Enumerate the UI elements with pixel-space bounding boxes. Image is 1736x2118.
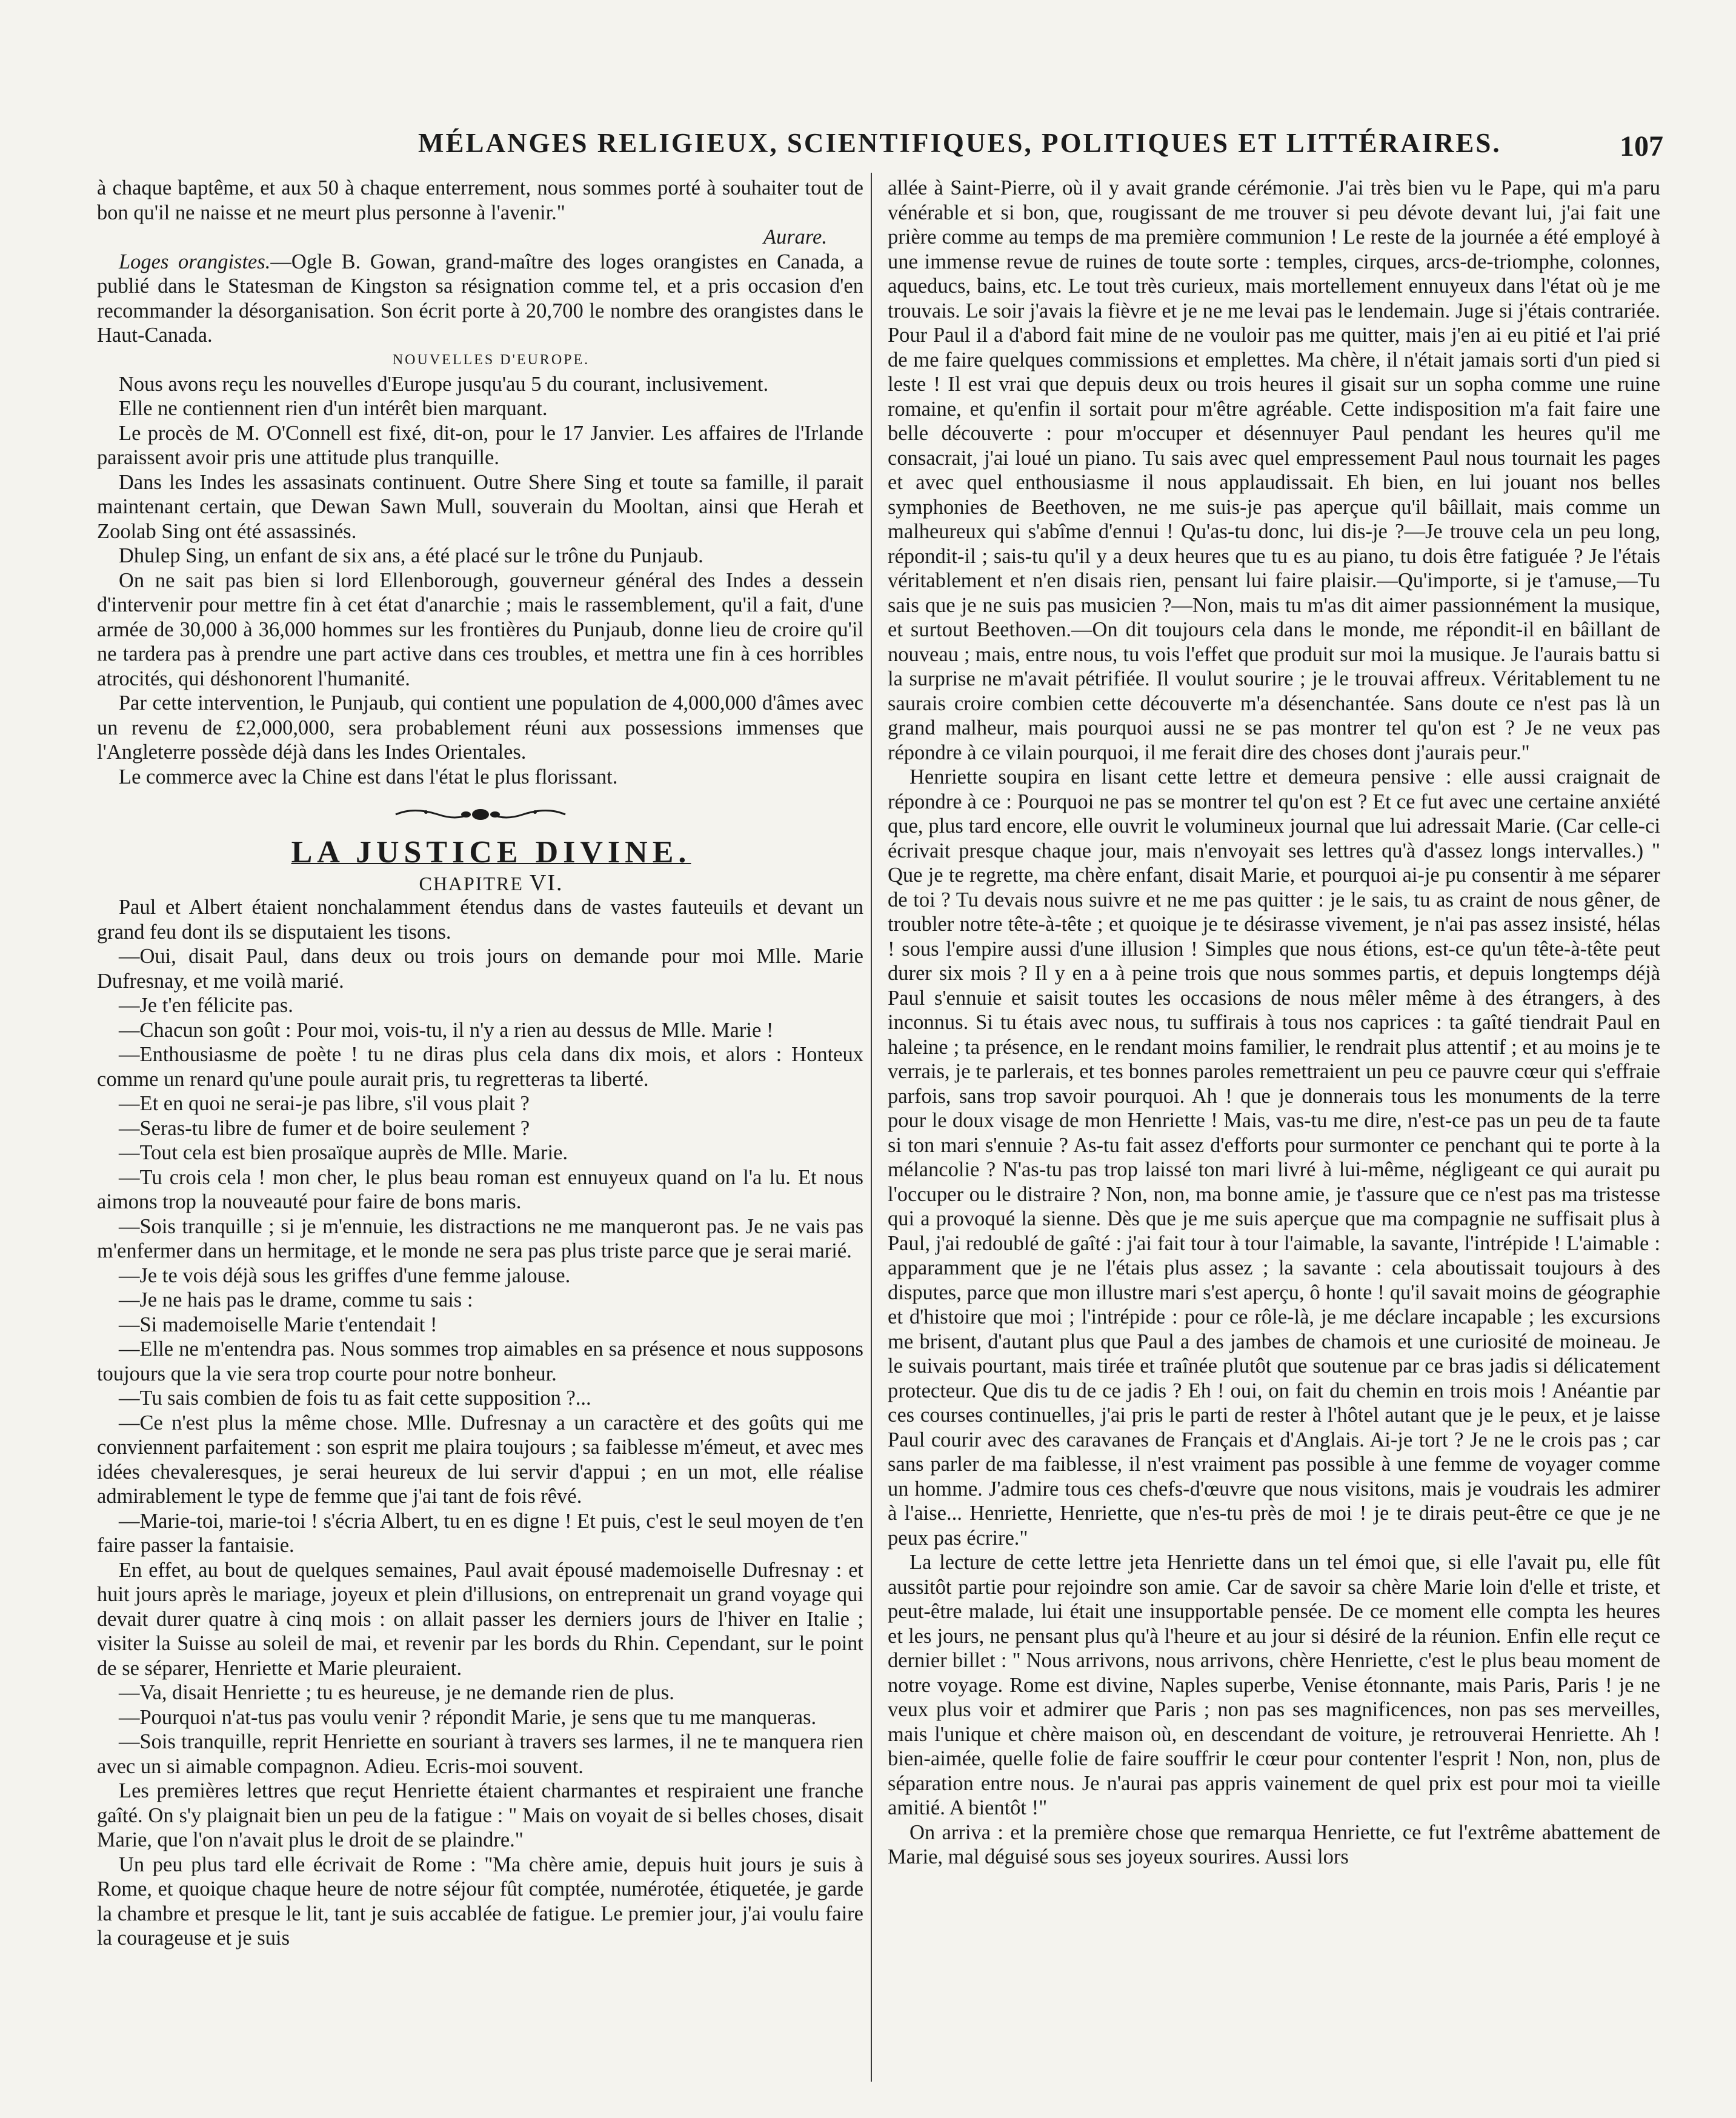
story-paragraph: Paul et Albert étaient nonchalamment étendus dans de vastes fauteuils et devant un grand feu dont ils se disputaient les tisons.	[97, 896, 863, 944]
chapter-number: VI.	[529, 870, 564, 896]
story-paragraph: —Chacun son goût : Pour moi, vois-tu, il n'y a rien au dessus de Mlle. Marie !	[119, 1018, 774, 1042]
left-column	[97, 176, 863, 1951]
chapter-label: CHAPITRE	[419, 873, 524, 894]
story-paragraph: —Elle ne m'entendra pas. Nous sommes trop aimables en sa présence et nous supposons toujours que la vie sera trop courte pour notre bonheur.	[97, 1337, 863, 1385]
letter-paragraph: allée à Saint-Pierre, où il y avait grande cérémonie. J'ai très bien vu le Pape, qui m'a paru vénérable et si bon, que, rougissant de me trouver si peu dévote devant lui, j'ai fait une prière comme au temps de ma première communion ! Le reste de la journée a été employé à une immense revue de ruines de toute sorte : temples, cirques, arcs-de-triomphe, colonnes, aqueducs, bains, etc. Le tout très curieux, mais mortellement ennuyeux dans l'état où je me trouvais. Le soir j'avais la fièvre et je ne me levai pas le lendemain. Juge si j'étais contrariée. Pour Paul il a d'abord fait mine de ne vouloir pas me quitter, mais j'en ai eu pitié et l'ai prié de me faire quelques commissions et emplettes. Ma chère, il n'était jamais sorti d'un pied si leste ! Il est vrai que depuis deux ou trois heures il gisait sur un sopha comme une ruine romaine, et qu'enfin il sortait pour m'être agréable. Cette indisposition m'a fait faire une belle découverte : pour m'occuper et désennuyer Paul pendant les heures qu'il me consacrait, j'ai loué un piano. Tu sais avec quel empressement Paul nous tournait les pages et avec quel enthousiasme il nous applaudissait. Eh bien, en lui jouant nos belles symphonies de Beethoven, ne me suis-je pas aperçue qu'il bâillait, mais comme un malheureux qui s'abîme d'ennui ! Qu'as-tu donc, lui dis-je ?—Je trouve cela un peu long, répondit-il ; sais-tu qu'il y a deux heures que tu es au piano, tu dois être fatiguée ? Je l'étais véritablement et n'en disais rien, pensant lui faire plaisir.—Qu'importe, si je t'amuse,—Tu sais que je ne suis pas musicien ?—Non, mais tu m'as dit aimer passionnément la musique, et surtout Beethoven.—On dit toujours cela dans le monde, me répondit-il en bâillant de nouveau ; mais, entre nous, tu vois l'effet que produit sur moi la musique. Je l'aurais battu si la surprise ne m'avait pétrifiée. Il voulut sourire ; je le trouvai affreux. Véritablement tu ne saurais croire combien cette découverte m'a désenchantée. Sans doute ce n'est pas là un grand malheur, mais pourquoi aussi ne se pas montrer tel qu'on est ? Je ne veux pas répondre à ce vilain pourquoi, il me ferait dire des choses dont j'aurais peur."	[888, 176, 1660, 764]
story-paragraph: —Je te vois déjà sous les griffes d'une femme jalouse.	[119, 1264, 571, 1287]
loges-paragraph	[97, 250, 863, 348]
news-paragraph: Nous avons reçu les nouvelles d'Europe jusqu'au 5 du courant, inclusivement.	[119, 372, 769, 396]
europe-heading: NOUVELLES D'EUROPE.	[392, 351, 590, 368]
story-paragraph: —Ce n'est plus la même chose. Mlle. Dufresnay a un caractère et des goûts qui me conviennent parfaitement : son esprit me plaira toujours ; sa faiblesse m'émeut, et avec mes idées chevaleresques, je serai heureux de lui servir d'appui ; en un mot, elle réalise admirablement le type de femme que j'ai tant de fois rêvé.	[97, 1411, 863, 1508]
story-paragraph: —Sois tranquille, reprit Henriette en souriant à travers ses larmes, il ne te manquera rien avec un si aimable compagnon. Adieu. Ecris-moi souvent.	[97, 1730, 863, 1778]
news-paragraph: Le commerce avec la Chine est dans l'état le plus florissant.	[119, 765, 618, 788]
chapter-heading	[97, 871, 863, 895]
story-paragraph: —Pourquoi n'at-tus pas voulu venir ? répondit Marie, je sens que tu me manqueras.	[119, 1705, 817, 1729]
news-paragraph: Le procès de M. O'Connell est fixé, dit-on, pour le 17 Janvier. Les affaires de l'Irlande paraissent avoir pris une attitude plus tranquille.	[97, 421, 863, 469]
story-paragraph: —Tu crois cela ! mon cher, le plus beau roman est ennuyeux quand on l'a lu. Et nous aimons trop la nouveauté pour faire de bons maris.	[97, 1165, 863, 1213]
opening-signature: Aurare.	[763, 225, 827, 248]
story-paragraph: —Sois tranquille ; si je m'ennuie, les distractions ne me manqueront pas. Je ne vais pas m'enfermer dans un hermitage, et le monde ne sera pas plus triste parce que je serai marié.	[97, 1214, 863, 1262]
opening-paragraph: à chaque baptême, et aux 50 à chaque enterrement, nous sommes porté à souhaiter tout de bon qu'il ne naisse et ne meurt plus personne à l'avenir."	[97, 176, 863, 224]
story-paragraph: —Tu sais combien de fois tu as fait cette supposition ?...	[119, 1387, 591, 1410]
story-paragraph: —Je ne hais pas le drame, comme tu sais :	[119, 1288, 473, 1311]
story-paragraph: —Si mademoiselle Marie t'entendait !	[119, 1313, 437, 1336]
running-title: MÉLANGES RELIGIEUX, SCIENTIFIQUES, POLITIQUES ET LITTÉRAIRES.	[418, 128, 1502, 158]
article-title: LA JUSTICE DIVINE.	[291, 835, 691, 870]
loges-heading: Loges orangistes.	[119, 250, 271, 273]
page-number: 107	[1620, 130, 1663, 162]
story-paragraph: —Et en quoi ne serai-je pas libre, s'il vous plait ?	[119, 1092, 530, 1115]
right-column	[888, 176, 1660, 1870]
story-paragraph: On arriva : et la première chose que remarqua Henriette, ce fut l'extrême abattement de Marie, mal déguisé sous ses joyeux sourires. Aussi lors	[888, 1820, 1660, 1868]
story-paragraph: La lecture de cette lettre jeta Henriette dans un tel émoi que, si elle l'avait pu, elle fût aussitôt partie pour rejoindre son amie. Car de savoir sa chère Marie loin d'elle et triste, et peut-être malade, lui était une insupportable pensée. De ce moment elle compta les heures et les jours, ne pensant plus qu'à l'heure et au jour si désiré de la réunion. Enfin elle reçut ce dernier billet : " Nous arrivons, nous arrivons, chère Henriette, c'est le plus beau moment de notre voyage. Rome est divine, Naples superbe, Venise étonnante, mais Paris, Paris ! je ne veux plus voir et admirer que Paris ; non pas ses magnificences, non pas ses merveilles, mais l'unique et chère maison où, en descendant de voiture, je retrouverai Henriette. Ah ! bien-aimée, quelle folie de faire souffrir le cœur pour contenter l'esprit ! Non, non, plus de séparation entre nous. Je n'aurai pas appris vainement de quel prix est pour moi ta vieille amitié. A bientôt !"	[888, 1551, 1660, 1819]
story-paragraph: —Enthousiasme de poète ! tu ne diras plus cela dans dix mois, et alors : Honteux comme un renard qu'une poule aurait pris, tu regretteras ta liberté.	[97, 1043, 863, 1091]
column-rule	[871, 173, 872, 2082]
story-paragraph: —Tout cela est bien prosaïque auprès de Mlle. Marie.	[119, 1141, 568, 1164]
news-paragraph: On ne sait pas bien si lord Ellenborough, gouverneur général des Indes a dessein d'intervenir pour mettre fin à cet état d'anarchie ; mais le rassemblement, qu'il a fait, d'une armée de 30,000 à 36,000 hommes sur les frontières du Punjaub, donne lieu de croire qu'il ne tardera pas à prendre une part active dans ces troubles, et mettra une fin à ces horribles atrocités, qui déshonorent l'humanité.	[97, 568, 863, 690]
news-paragraph: Par cette intervention, le Punjaub, qui contient une population de 4,000,000 d'âmes avec un revenu de £2,000,000, sera probablement réuni aux possessions immenses que l'Angleterre possède déjà dans les Indes Orientales.	[97, 691, 863, 764]
ornament-divider-icon	[390, 804, 571, 825]
story-paragraph: Henriette soupira en lisant cette lettre et demeura pensive : elle aussi craignait de répondre à ce : Pourquoi ne pas se montrer tel qu'on est ? Et ce fut avec une certaine anxiété que, plus tard encore, elle ouvrit le volumineux journal que lui adressait Marie. (Car celle-ci écrivait presque chaque jour, mais n'envoyait ses lettres qu'à d'assez longs intervalles.) " Que je te regrette, ma chère enfant, disait Marie, et pourquoi ai-je pu consentir à me séparer de toi ? Tu devais nous suivre et ne me pas quitter : je le sais, tu as craint de nous gêner, de troubler notre tête-à-tête ; et quoique je te désirasse vivement, je n'ai pas assez insisté, hélas ! sous l'empire aussi d'une illusion ! Simples que nous étions, est-ce qu'un tête-à-tête peut durer six mois ? Il y en a à peine trois que nous sommes partis, et depuis longtemps déjà Paul s'ennuie et saisit toutes les occasions de nous mêler même à des étrangers, à des inconnus. Si tu étais avec nous, tu suffirais à tous nos caprices : ta gaîté tiendrait Paul en haleine ; ta présence, en le rendant moins familier, le rendrait plus attentif ; et au moins je te verrais, je te parlerais, et tes bonnes paroles remettraient un peu ce pauvre cœur qui s'effraie parfois, sans trop savoir pourquoi. Ah ! que je donnerais tous les monuments de la terre pour le doux visage de mon Henriette ! Mais, vas-tu me dire, n'est-ce pas un peu de ta faute si ton mari s'ennuie ? As-tu fait assez d'efforts pour surmonter ce penchant qui te porte à la mélancolie ? N'as-tu pas trop laissé ton mari livré à lui-même, négligeant ce qui aurait pu l'occuper ou le distraire ? Non, non, ma bonne amie, je t'assure que ce n'est pas ma tristesse qui a provoqué la sienne. Dès que je me suis aperçue que ma compagnie ne suffisait plus à Paul, j'ai redoublé de gaîté : j'ai fait tour à tour l'aimable, la savante, l'intrépide ! L'aimable : apparamment que je ne l'étais plus assez ; la savante : cela aboutissait toujours à des disputes, parce que mon illustre mari s'est aperçu, ô honte ! qu'il savait moins de géographie et d'histoire que moi ; l'intrépide : pour ce rôle-là, je me déclare incapable ; les excursions me brisent, d'autant plus que Paul a des jambes de chamois et une curiosité de moineau. Je le suivais pourtant, mais tirée et traînée plutôt que soutenue par ce bras jadis si délicatement protecteur. Que dis tu de ce jadis ? Eh ! oui, on fait du chemin en trois mois ! Anéantie par ces courses continuelles, j'ai pris le parti de rester à l'hôtel autant que je le peux, et je laisse Paul courir avec des caravanes de Français et d'Anglais. Ai-je tort ? Je ne le crois pas ; car sans parler de ma faiblesse, il n'est vraiment pas possible à une femme de voyager comme un homme. J'admire tous ces chefs-d'œuvre que nous visitons, mais je voudrais les admirer à l'aise... Henriette, Henriette, que n'es-tu près de moi ! je te dirais peut-être ce que je ne peux pas écrire."	[888, 765, 1660, 1550]
story-paragraph: —Va, disait Henriette ; tu es heureuse, je ne demande rien de plus.	[119, 1681, 674, 1704]
news-paragraph: Dhulep Sing, un enfant de six ans, a été placé sur le trône du Punjaub.	[119, 544, 703, 567]
running-head	[91, 121, 1663, 176]
loges-text: —Ogle B. Gowan, grand-maître des loges orangistes en Canada, a publié dans le Statesman de Kingston sa résignation comme tel, et a pris occasion d'en recommander la désorganisation. Son écrit porte à 20,700 le nombre des orangistes dans le Haut-Canada.	[97, 250, 863, 347]
story-paragraph: Les premières lettres que reçut Henriette étaient charmantes et respiraient une franche gaîté. On s'y plaignait bien un peu de la fatigue : " Mais on voyait de si belles choses, disait Marie, que l'on n'avait plus le droit de se plaindre."	[97, 1779, 863, 1851]
story-paragraph: —Marie-toi, marie-toi ! s'écria Albert, tu en es digne ! Et puis, c'est le seul moyen de t'en faire passer la fantaisie.	[97, 1509, 863, 1557]
story-paragraph: En effet, au bout de quelques semaines, Paul avait épousé mademoiselle Dufresnay : et huit jours après le mariage, joyeux et plein d'illusions, on entreprenait un grand voyage qui devait durer quatre à cinq mois : on allait passer les derniers jours de l'hiver en Italie ; visiter la Suisse au soleil de mai, et revenir par les bords du Rhin. Cependant, sur le point de se séparer, Henriette et Marie pleuraient.	[97, 1558, 863, 1680]
story-paragraph: Un peu plus tard elle écrivait de Rome : "Ma chère amie, depuis huit jours je suis à Rome, et quoique chaque heure de notre séjour fût comptée, numérotée, étiquetée, je garde la chambre et presque le lit, tant je suis accablée de fatigue. Le premier jour, j'ai voulu faire la courageuse et je suis	[97, 1853, 863, 1950]
news-paragraph: Dans les Indes les assasinats continuent. Outre Shere Sing et toute sa famille, il parait maintenant certain, que Dewan Sawn Mull, souverain du Mooltan, ainsi que Herah et Zoolab Sing ont été assassinés.	[97, 470, 863, 543]
news-paragraph: Elle ne contiennent rien d'un intérêt bien marquant.	[119, 397, 548, 420]
ornament-divider	[97, 796, 863, 833]
story-paragraph: —Oui, disait Paul, dans deux ou trois jours on demande pour moi Mlle. Marie Dufresnay, et me voilà marié.	[97, 945, 863, 993]
story-paragraph: —Je t'en félicite pas.	[119, 994, 293, 1017]
story-paragraph: —Seras-tu libre de fumer et de boire seulement ?	[119, 1116, 530, 1140]
